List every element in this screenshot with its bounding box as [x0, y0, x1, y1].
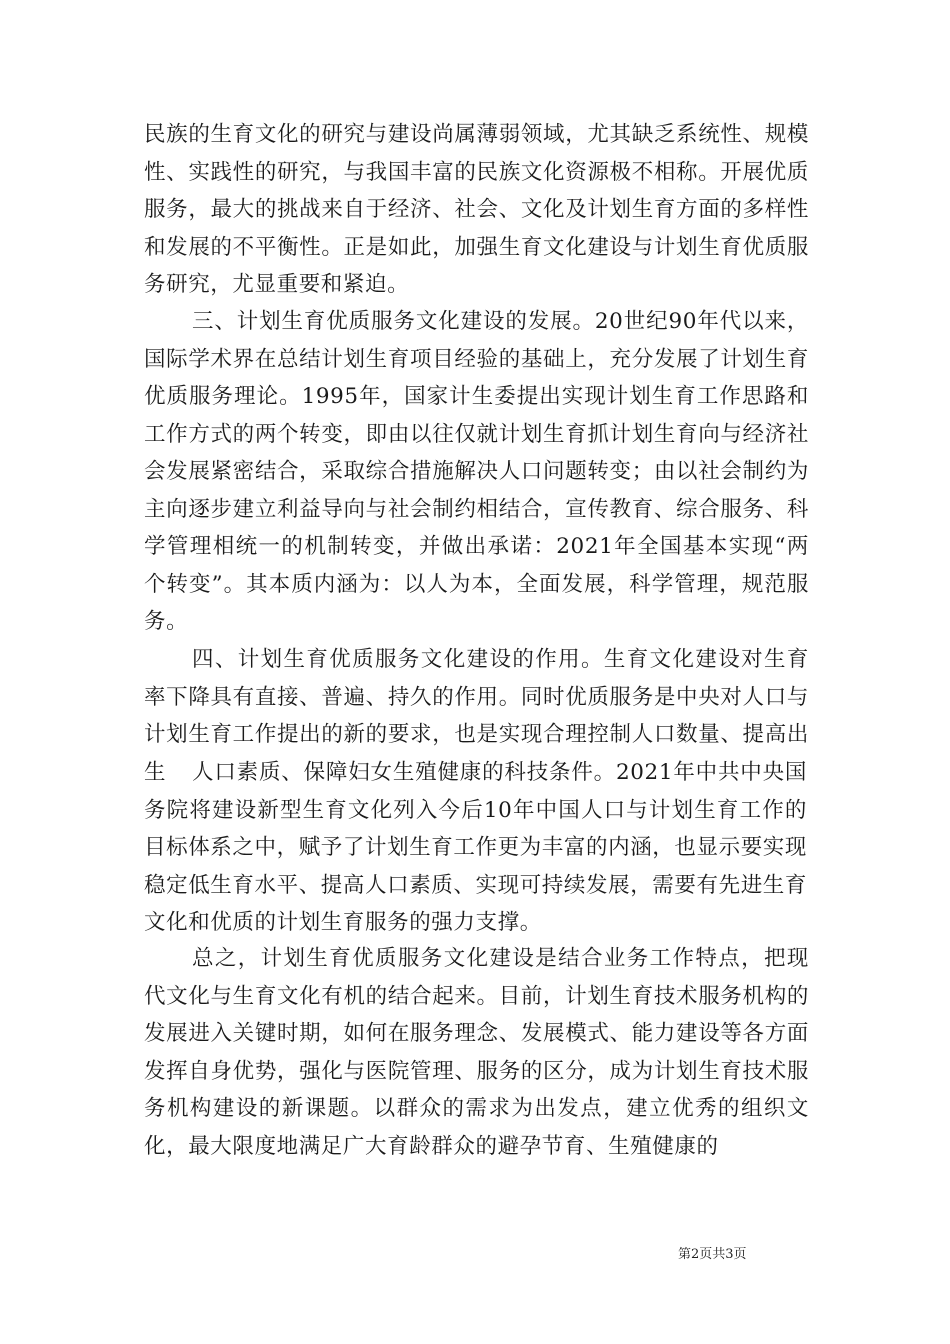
paragraph-text: 四、计划生育优质服务文化建设的作用。生育文化建设对生育率下降具有直接、普遍、持久的作用。同时优质服务是中央对人口与计划生育工作提出的新的要求，也是实现合理控制人口数量、提高出生	[144, 647, 809, 785]
page-number	[678, 1247, 747, 1263]
paragraph-text: 三、计划生育优质服务文化建设的发展。20世纪90年代以来，国际学术界在总结计划生育项目经验的基础上，充分发展了计划生育优质服务理论。1995年，国家计生委提出实现计划生育工作思路和工作方式的两个转变，即由以往仅就计划生育抓计划生育向与经济社会发展紧密结合，采取综合措施解决人口问题转变；由以社会制约为主向逐步建立利益导向与社会制约相结合，宣传教育、综合服务、科学管理相统一的机制转变，并做出承诺：2021年全国基本实现“两个转变”。其本质内涵为：以人为本，全面发展，科学管理，规范服务。	[144, 309, 809, 634]
paragraph-conclusion	[144, 940, 809, 1165]
paragraph-section-3	[144, 303, 809, 641]
paragraph-text: 人口素质、保障妇女生殖健康的科技条件。2021年中共中央国务院将建设新型生育文化列入今后10年中国人口与计划生育工作的目标体系之中，赋予了计划生育工作更为丰富的内涵，也显示要实现稳定低生育水平、提高人口素质、实现可持续发展，需要有先进生育文化和优质的计划生育服务的强力支撑。	[144, 760, 808, 935]
paragraph-section-4-continued	[144, 754, 807, 942]
paragraph-text: 总之，计划生育优质服务文化建设是结合业务工作特点，把现代文化与生育文化有机的结合起来。目前，计划生育技术服务机构的发展进入关键时期，如何在服务理念、发展模式、能力建设等各方面发挥自身优势，强化与医院管理、服务的区分，成为计划生育技术服务机构建设的新课题。以群众的需求为出发点，建立优秀的组织文化，最大限度地满足广大育龄群众的避孕节育、生殖健康的	[144, 946, 809, 1159]
page-number-label: 第2页共3页	[678, 1247, 747, 1262]
paragraph-continuation	[144, 116, 809, 304]
paragraph-text: 民族的生育文化的研究与建设尚属薄弱领域，尤其缺乏系统性、规模性、实践性的研究，与我国丰富的民族文化资源极不相称。开展优质服务，最大的挑战来自于经济、社会、文化及计划生育方面的多样性和发展的不平衡性。正是如此，加强生育文化建设与计划生育优质服务研究，尤显重要和紧迫。	[144, 122, 809, 297]
